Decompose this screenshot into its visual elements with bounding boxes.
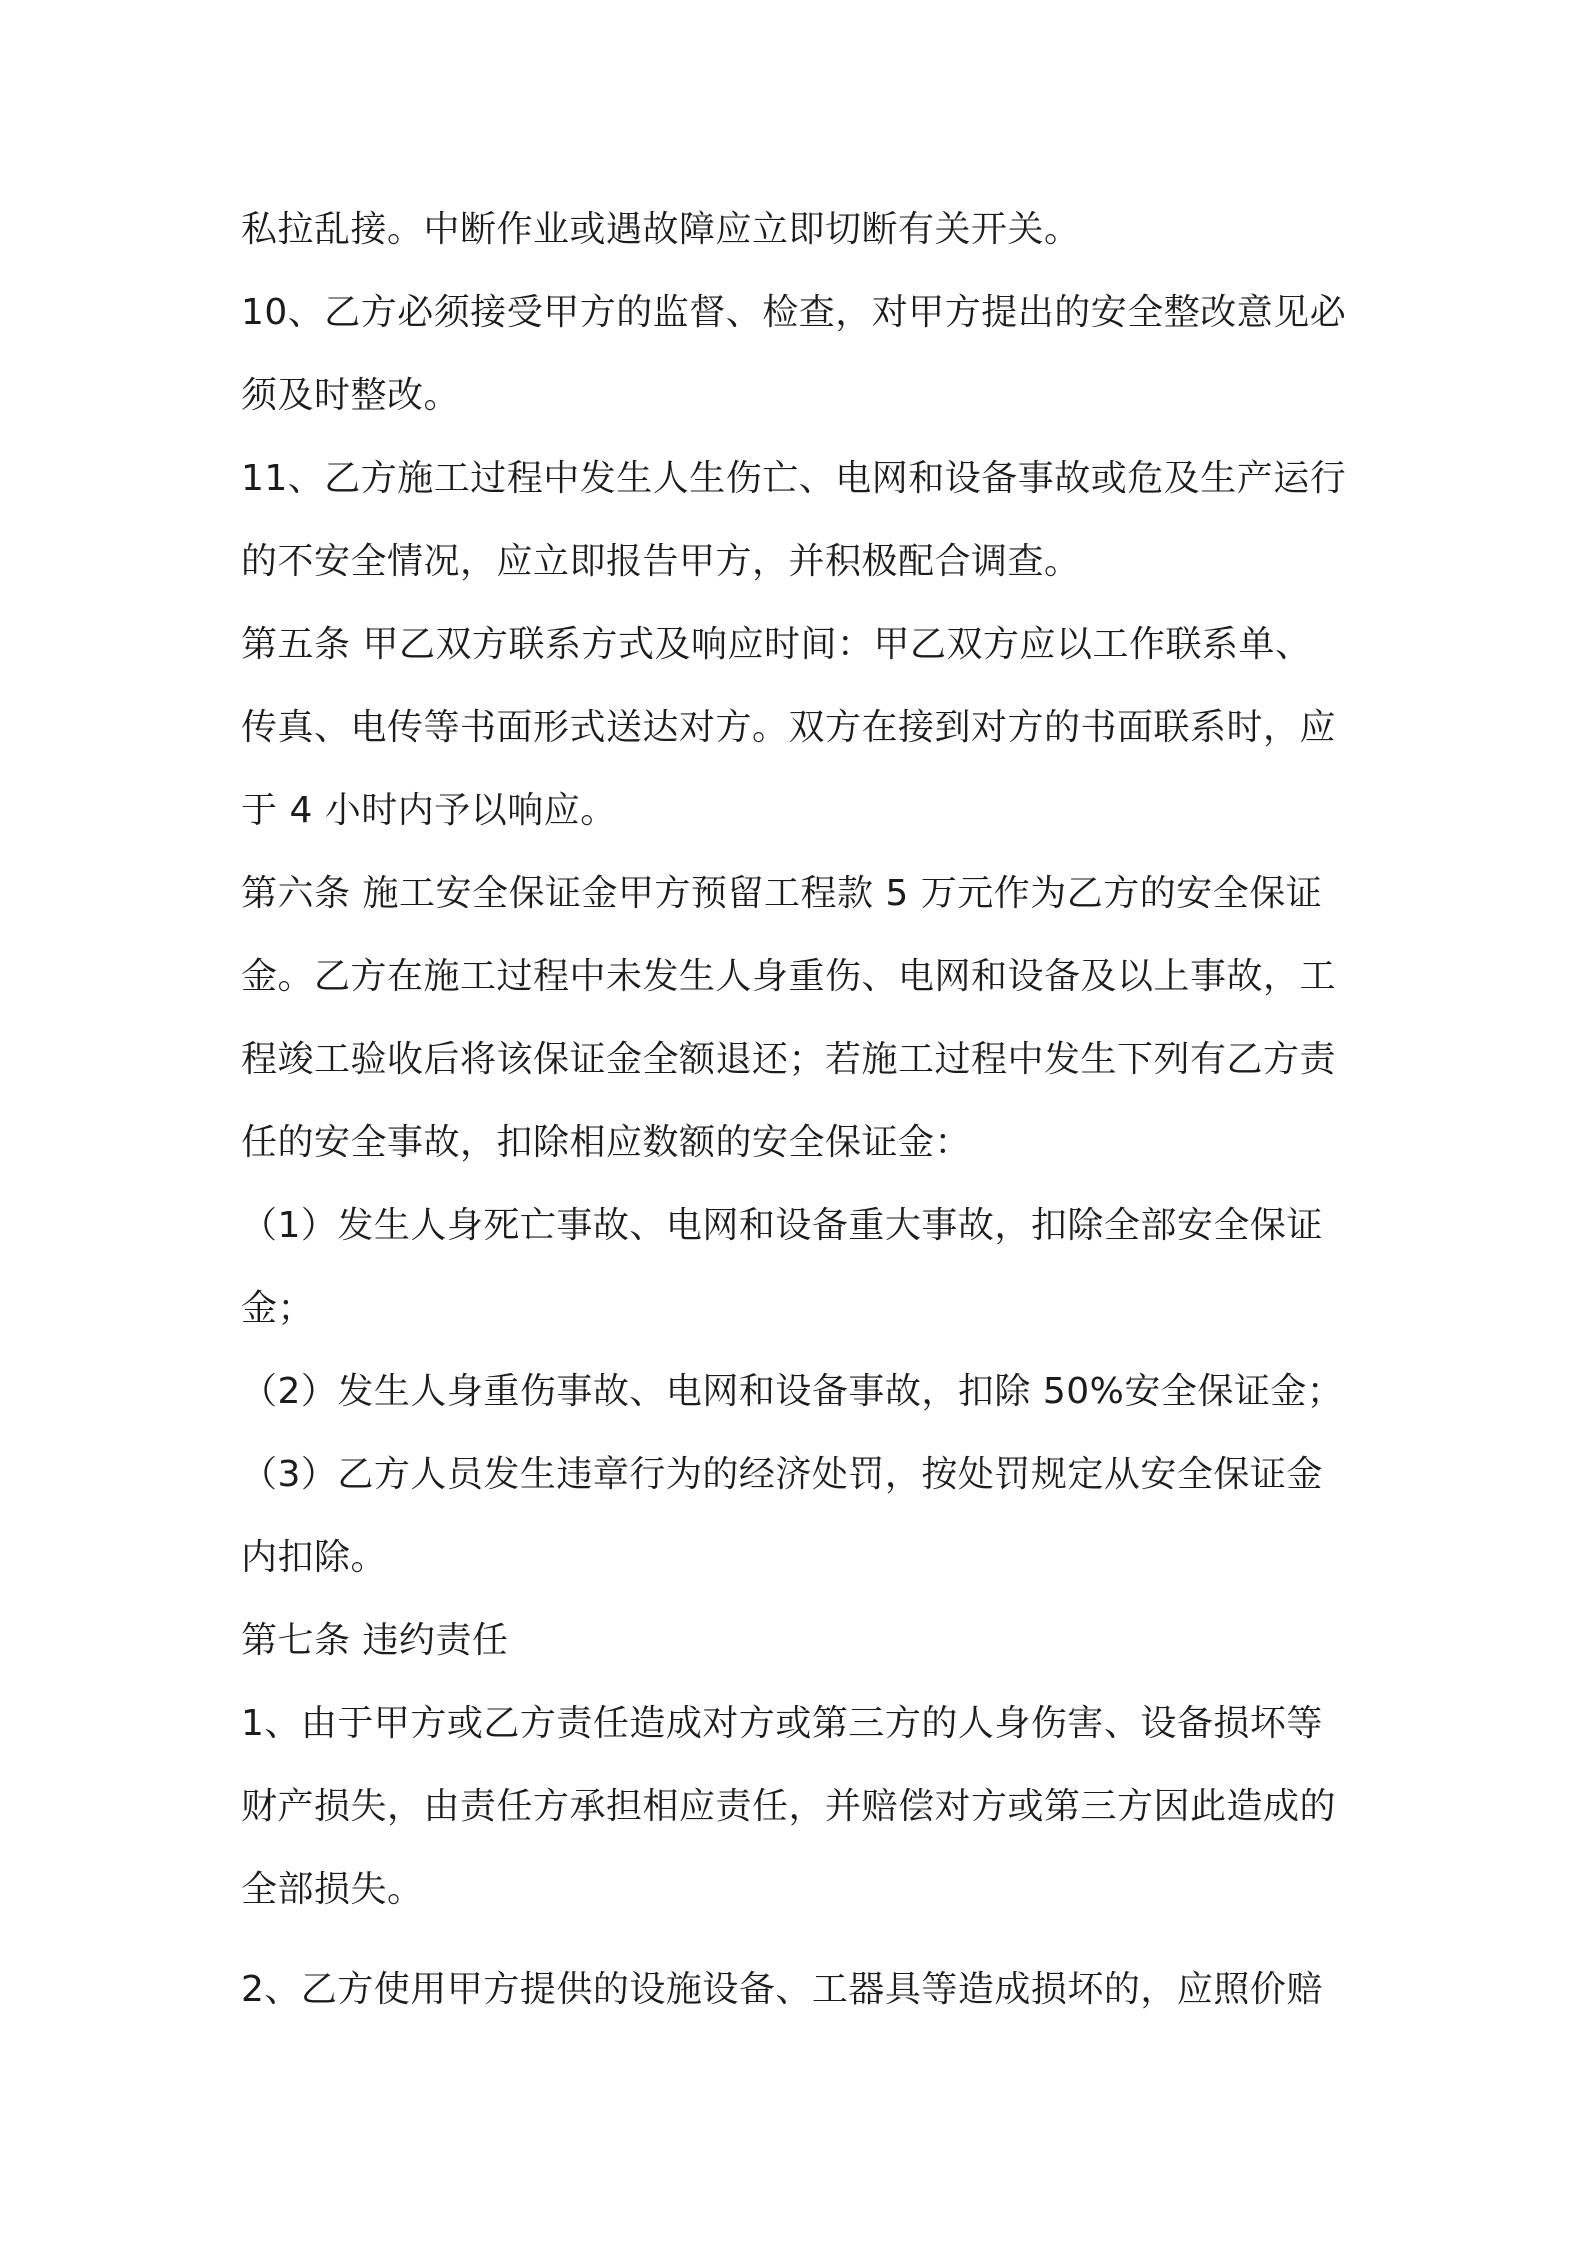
text-line: （2）发生人身重伤事故、电网和设备事故，扣除 50%安全保证金；	[241, 1371, 1344, 1412]
text-line: 第六条 施工安全保证金甲方预留工程款 5 万元作为乙方的安全保证	[241, 873, 1323, 914]
text-line: 金。乙方在施工过程中未发生人身重伤、电网和设备及以上事故，工	[241, 956, 1337, 997]
text-line: 于 4 小时内予以响应。	[241, 790, 617, 831]
text-line: 第五条 甲乙双方联系方式及响应时间：甲乙双方应以工作联系单、	[241, 624, 1312, 665]
text-line: 财产损失，由责任方承担相应责任，并赔偿对方或第三方因此造成的	[241, 1786, 1337, 1827]
text-line: 的不安全情况，应立即报告甲方，并积极配合调查。	[241, 541, 1081, 582]
text-line: 程竣工验收后将该保证金全额退还；若施工过程中发生下列有乙方责	[241, 1039, 1337, 1080]
text-line: 私拉乱接。中断作业或遇故障应立即切断有关开关。	[241, 209, 1081, 250]
text-line: 任的安全事故，扣除相应数额的安全保证金：	[241, 1122, 972, 1163]
text-line: 11、乙方施工过程中发生人生伤亡、电网和设备事故或危及生产运行	[241, 458, 1347, 499]
text-line: 2、乙方使用甲方提供的设施设备、工器具等造成损坏的，应照价赔	[241, 1969, 1323, 2010]
text-line: 1、由于甲方或乙方责任造成对方或第三方的人身伤害、设备损坏等	[241, 1703, 1323, 1744]
text-line: （1）发生人身死亡事故、电网和设备重大事故，扣除全部安全保证	[241, 1205, 1323, 1246]
text-line: （3）乙方人员发生违章行为的经济处罚，按处罚规定从安全保证金	[241, 1454, 1323, 1495]
text-line: 金；	[241, 1288, 315, 1329]
text-line: 10、乙方必须接受甲方的监督、检查，对甲方提出的安全整改意见必	[241, 292, 1347, 333]
text-line: 全部损失。	[241, 1869, 424, 1910]
text-line: 内扣除。	[241, 1537, 388, 1578]
text-line: 传真、电传等书面形式送达对方。双方在接到对方的书面联系时，应	[241, 707, 1337, 748]
text-line: 须及时整改。	[241, 375, 461, 416]
text-line: 第七条 违约责任	[241, 1620, 509, 1661]
